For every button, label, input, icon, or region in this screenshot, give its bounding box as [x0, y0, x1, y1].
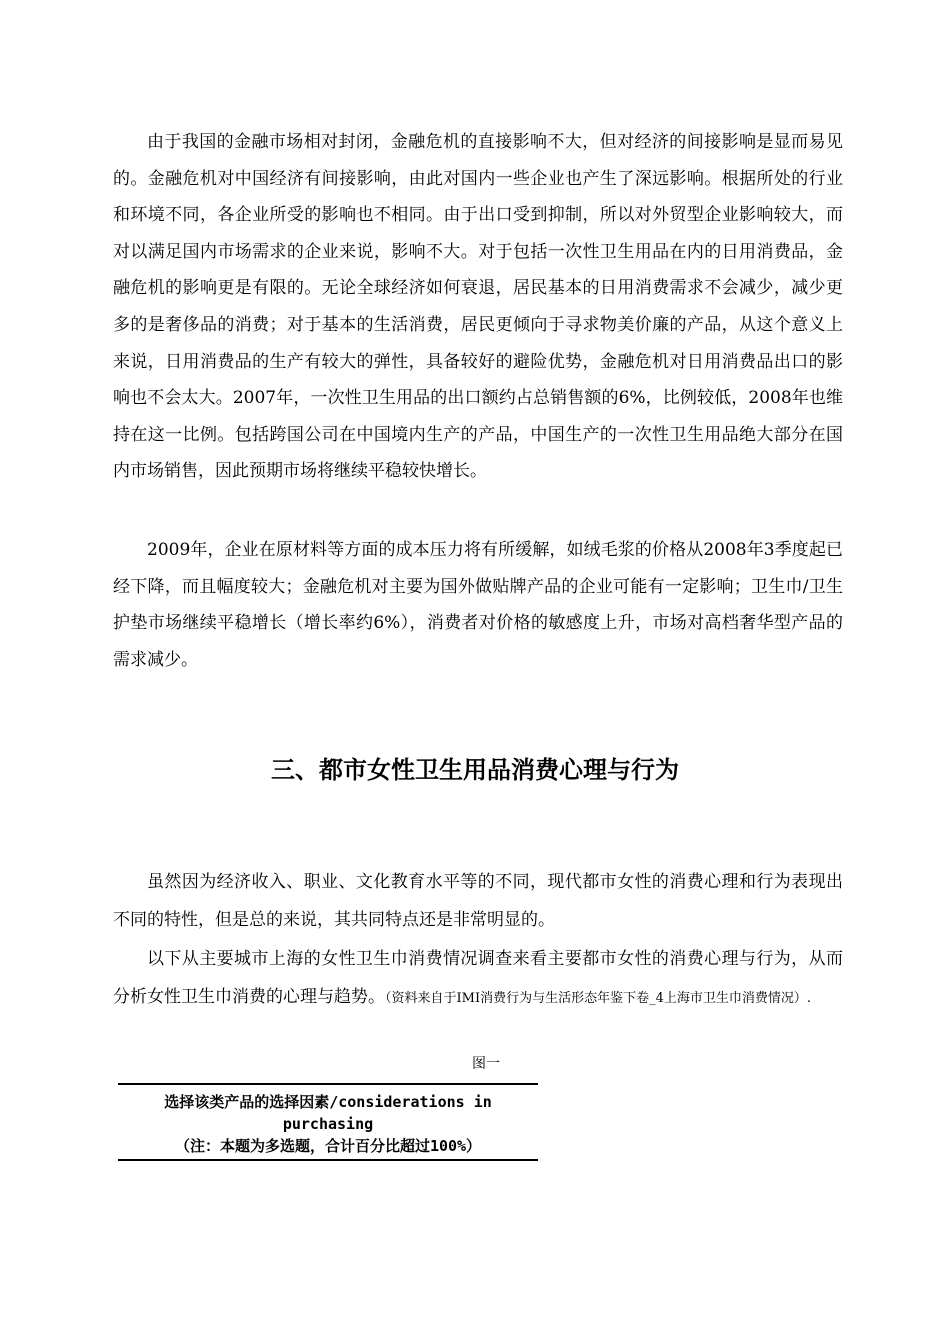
paragraph-2009-outlook: 2009年，企业在原材料等方面的成本压力将有所缓解，如绒毛浆的价格从2008年3季度起已经下降，而且幅度较大；金融危机对主要为国外做贴牌产品的企业可能有一定影响；卫生巾/卫生护垫市场继续平稳增长（增长率约6%），消费者对价格的敏感度上升，市场对高档奢华型产品的需求减少。 — [113, 540, 843, 670]
table-note: （注：本题为多选题，合计百分比超过100%） — [174, 1137, 482, 1155]
section-title: 三、都市女性卫生用品消费心理与行为 — [271, 756, 679, 784]
table-title: 选择该类产品的选择因素/considerations in purchasing — [164, 1093, 492, 1133]
paragraph-financial-crisis-impact: 由于我国的金融市场相对封闭，金融危机的直接影响不大，但对经济的间接影响是显而易见的。金融危机对中国经济有间接影响，由此对国内一些企业也产生了深远影响。根据所处的行业和环境不同，各企业所受的影响也不相同。由于出口受到抑制，所以对外贸型企业影响较大，而对以满足国内市场需求的企业来说，影响不大。对于包括一次性卫生用品在内的日用消费品，金融危机的影响更是有限的。无论全球经济如何衰退，居民基本的日用消费需求不会减少，减少更多的是奢侈品的消费；对于基本的生活消费，居民更倾向于寻求物美价廉的产品，从这个意义上来说，日用消费品的生产有较大的弹性，具备较好的避险优势，金融危机对日用消费品出口的影响也不会太大。2007年，一次性卫生用品的出口额约占总销售额的6%，比例较低，2008年也维持在这一比例。包括跨国公司在中国境内生产的产品，中国生产的一次性卫生用品绝大部分在国内市场销售，因此预期市场将继续平稳较快增长。 — [113, 132, 843, 482]
figure-label: 图一 — [472, 1056, 500, 1072]
source-note: （资料来自于IMI消费行为与生活形态年鉴下卷_4上海市卫生巾消费情况）. — [385, 991, 811, 1006]
figure-table-header — [118, 1083, 538, 1161]
paragraph-urban-women-intro: 虽然因为经济收入、职业、文化教育水平等的不同，现代都市女性的消费心理和行为表现出不同的特性，但是总的来说，其共同特点还是非常明显的。 — [113, 872, 843, 930]
paragraph-shanghai-survey-main: 以下从主要城市上海的女性卫生巾消费情况调查来看主要都市女性的消费心理与行为，从而分析女性卫生巾消费的心理与趋势。 — [113, 949, 843, 1007]
paragraph-shanghai-survey — [113, 940, 843, 1018]
